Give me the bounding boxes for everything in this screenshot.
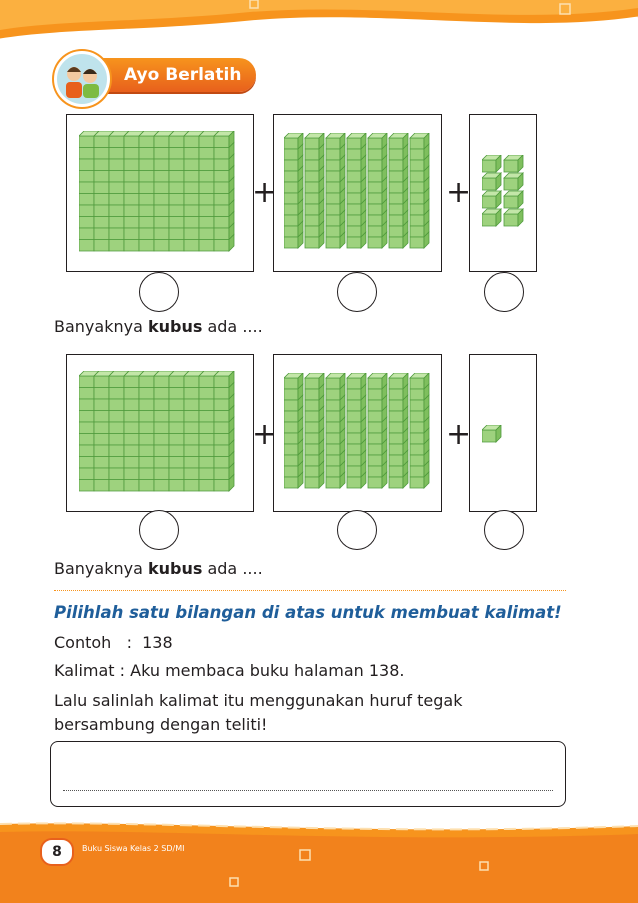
plus-sign: + [446,175,472,210]
ones-box-2 [469,354,537,512]
dotted-divider [54,590,566,591]
book-title: Buku Siswa Kelas 2 SD/MI [82,844,185,853]
ten-rods [284,373,434,497]
tens-box-1 [273,114,442,272]
answer-circle-ones-2[interactable] [484,510,524,550]
plus-sign: + [252,417,278,452]
copy-instruction-line2: bersambung dengan teliti! [54,715,268,734]
example-line: Contoh : 138 [54,633,173,652]
sentence-line: Kalimat : Aku membaca buku halaman 138. [54,661,405,680]
writing-answer-box[interactable] [50,741,566,807]
children-illustration [54,51,110,107]
unit-cubes [482,155,532,235]
ones-box-1 [469,114,537,272]
hundreds-box-2 [66,354,254,512]
footer-decoration [0,818,638,903]
answer-circle-tens-1[interactable] [337,272,377,312]
answer-circle-tens-2[interactable] [337,510,377,550]
unit-cubes [482,425,532,505]
writing-guide-line [63,790,553,791]
hundred-block [79,131,241,255]
section-title: Ayo Berlatih [124,65,242,85]
ten-rods [284,133,434,257]
answer-circle-hundreds-1[interactable] [139,272,179,312]
task-instruction: Pilihlah satu bilangan di atas untuk membuat kalimat! [54,603,562,622]
answer-circle-hundreds-2[interactable] [139,510,179,550]
plus-sign: + [252,175,278,210]
page-number: 8 [40,838,74,866]
copy-instruction-line1: Lalu salinlah kalimat itu menggunakan huruf tegak [54,691,463,710]
tens-box-2 [273,354,442,512]
plus-sign: + [446,417,472,452]
answer-circle-ones-1[interactable] [484,272,524,312]
question-2: Banyaknya kubus ada .... [54,559,263,578]
hundred-block [79,371,241,495]
hundreds-box-1 [66,114,254,272]
question-1: Banyaknya kubus ada .... [54,317,263,336]
header-decoration [0,0,638,48]
